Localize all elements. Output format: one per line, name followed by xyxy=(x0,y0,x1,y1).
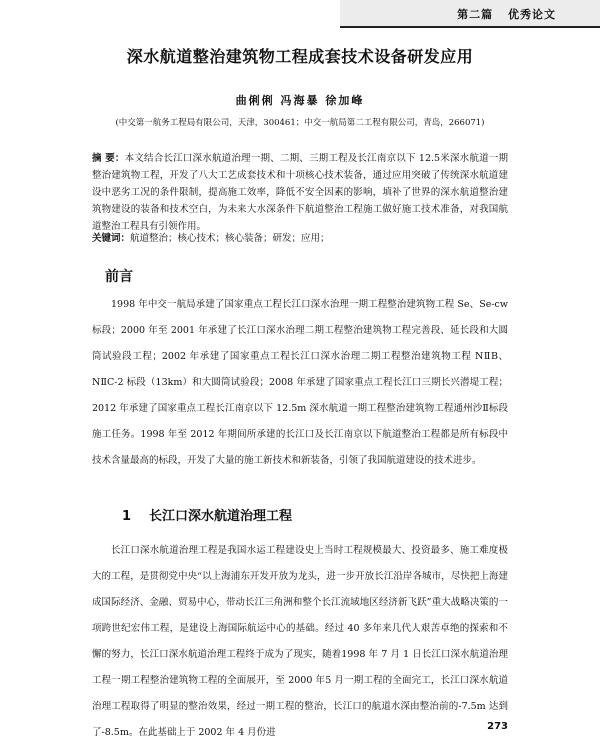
section-1-paragraph: 长江口深水航道治理工程是我国水运工程建设史上当时工程规模最大、投资最多、施工难度极大的工程，是贯彻党中央“以上海浦东开发开放为龙头，进一步开放长江沿岸各城市，尽快把上海建成国际经济、金融、贸易中心，带动长江三角洲和整个长江流域地区经济新飞跃”重大战略决策的一项跨世纪宏伟工程，是建设上海国际航运中心的基础。经过 40 多年来几代人艰苦卓绝的探索和不懈的努力，长江口深水航道治理工程终于成为了现实，随着1998 年 7 月 1 日长江口深水航道治理工程一期工程整治建筑物工程的全面展开，至 2000 年5 月一期工程的全面完工，长江口深水航道治理工程取得了明显的整治效果，经过一期工程的整治，长江口的航道水深由整治前的-7.5m 达到了-8.5m。在此基础上于 2002 年 4 月份进 xyxy=(92,545,508,738)
page-number: 273 xyxy=(487,721,508,732)
abstract-text: 本文结合长江口深水航道治理一期、二期、三期工程及长江南京以下 12.5米深水航道一期整治建筑物工程，开发了八大工艺成套技术和十项核心技术装备，通过应用突破了传统深水航道建设中恶劣工况的条件限制，提高施工效率，降低不安全因素的影响，填补了世界的深水航道整治建筑物建设的装备和技术空白，为未来大水深条件下航道整治工程施工做好施工技术准备，对我国航道整治工程具有引领作用。 xyxy=(92,153,508,232)
section-1-number: 1 xyxy=(122,509,132,524)
section-1-heading xyxy=(122,505,292,524)
abstract-label: 摘 要： xyxy=(92,153,125,164)
foreword-heading: 前言 xyxy=(105,269,133,285)
affiliation: (中交第一航务工程局有限公司，天津，300461；中交一航局第二工程有限公司，青岛，266071) xyxy=(115,118,485,128)
header-part: 第二篇 xyxy=(457,8,494,21)
authors: 曲俐俐 冯海暴 徐加峰 xyxy=(235,94,365,107)
section-1-title: 长江口深水航道治理工程 xyxy=(149,509,293,524)
running-header xyxy=(447,6,556,22)
abstract xyxy=(92,150,508,235)
header-category: 优秀论文 xyxy=(508,8,556,21)
keywords xyxy=(92,230,508,244)
keywords-label: 关键词： xyxy=(92,233,131,244)
keywords-text: 航道整治；核心技术；核心装备；研发；应用； xyxy=(130,233,330,244)
foreword-paragraph: 1998 年中交一航局承建了国家重点工程长江口深水治理一期工程整治建筑物工程 Se、Se-cw 标段；2000 年至 2001 年承建了长江口深水治理二期工程整治建筑物工程完善段、延长段和大圆筒试验段工程；2002 年承建了国家重点工程长江口深水治理二期工程整治建筑物工程 NⅡB、NⅡC-2 标段（13km）和大圆筒试验段；2008 年承建了国家重点工程长江口三期长兴潜堤工程；2012 年承建了国家重点工程长江南京以下 12.5m 深水航道一期工程整治建筑物工程通州沙Ⅱ标段施工任务。1998 年至 2012 年期间所承建的长江口及长江南京以下航道整治工程都是所有标段中技术含量最高的标段，开发了大量的施工新技术和新装备，引领了我国航道建设的技术进步。 xyxy=(92,299,508,466)
paper-title: 深水航道整治建筑物工程成套技术设备研发应用 xyxy=(126,47,474,66)
